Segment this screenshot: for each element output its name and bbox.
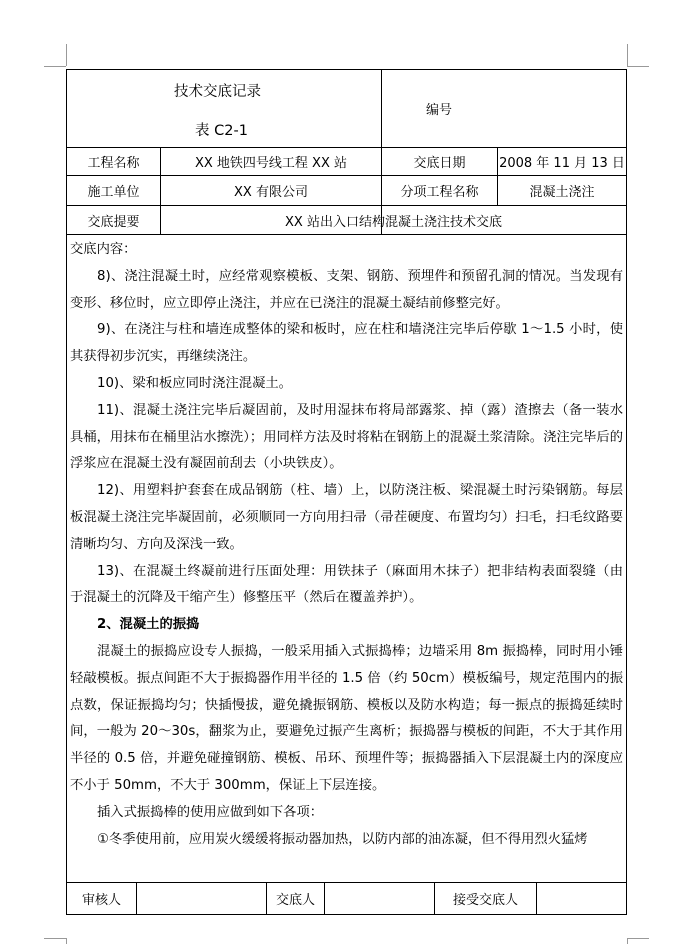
date-label: 交底日期 [413, 156, 466, 171]
row-divider [67, 234, 626, 235]
form-title: 技术交底记录 [174, 84, 261, 100]
summary-label: 交底提要 [87, 214, 140, 230]
receiver-signature [537, 883, 626, 914]
discloser-signature [325, 883, 434, 914]
project-name: XX 地铁四号线工程 XX 站 [194, 156, 348, 171]
item-11: 11)、混凝土浇注完毕后凝固前，及时用湿抹布将局部露浆、掉（露）渣擦去（备一装水具桶，用抹布在桶里沾水擦洗）；用同样方法及时将粘在钢筋上的混凝土浆清除。浇注完毕后的浮浆应在混凝土没有凝固前刮去（小块铁皮）。 [70, 402, 623, 472]
code-value [497, 70, 626, 147]
vibration-rule-1: ①冬季使用前，应用炭火缓缓将振动器加热，以防内部的油冻凝，但不得用烈火猛烤 [97, 831, 588, 847]
crop-mark [66, 938, 67, 944]
crop-mark [66, 44, 67, 66]
reviewer-label: 审核人 [81, 893, 121, 908]
summary-text: XX 站出入口结构混凝土浇注技术交底 [285, 214, 502, 230]
code-label: 编号 [425, 103, 452, 118]
item-8: 8)、浇注混凝土时，应经常观察模板、支架、钢筋、预埋件和预留孔洞的情况。当发现有变形、移位时，应立即停止浇注，并应在已浇注的混凝土凝结前修整完好。 [70, 268, 623, 311]
vibration-paragraph: 混凝土的振捣应设专人振捣，一般采用插入式振捣棒；边墙采用 8m 振捣棒，同时用小锤轻敲模板。振点间距不大于振捣器作用半径的 1.5 倍（约 50cm）模板编号，规定范围内的振点数，保证振捣均匀；快插慢拔，避免撬振钢筋、模板以及防水构造；每一振点的振捣延续时间，一般为 20～30s，翻浆为止，要避免过振产生离析；振捣器与模板的间距，不大于其作用半径的 0.5 倍，并避免碰撞钢筋、模板、吊环、预埋件等；振捣器插入下层混凝土内的深度应不小于 50mm，不大于 300mm，保证上下层连接。 [70, 643, 623, 793]
crop-mark [44, 938, 66, 939]
item-9: 9)、在浇注与柱和墙连成整体的梁和板时，应在柱和墙浇注完毕后停歇 1～1.5 小时，使其获得初步沉实，再继续浇注。 [70, 322, 623, 365]
item-13: 13)、在混凝土终凝前进行压面处理：用铁抹子（麻面用木抹子）把非结构表面裂缝（由于混凝土的沉降及干缩产生）修整压平（然后在覆盖养护）。 [70, 563, 623, 606]
disclosure-content [67, 237, 626, 853]
item-10: 10)、梁和板应同时浇注混凝土。 [97, 375, 292, 391]
vibration-rules-intro: 插入式振捣棒的使用应做到如下各项： [97, 804, 324, 820]
disclosure-record-table [66, 69, 627, 915]
project-name-label: 工程名称 [87, 156, 140, 171]
crop-mark [627, 938, 628, 944]
subproject-name: 混凝土浇注 [529, 185, 595, 200]
item-12: 12)、用塑料护套套在成品钢筋（柱、墙）上，以防浇注板、梁混凝土时污染钢筋。每层板混凝土浇注完毕凝固前，必须顺同一方向用扫帚（帚茬硬度、布置均匀）扫毛，扫毛纹路要清晰均匀、方向及深浅一致。 [70, 483, 623, 552]
construction-unit: XX 有限公司 [234, 185, 308, 200]
form-number: 表 C2-1 [195, 123, 248, 139]
receiver-label: 接受交底人 [452, 893, 518, 908]
subproject-label: 分项工程名称 [400, 185, 479, 200]
crop-mark [44, 66, 66, 67]
content-heading: 交底内容： [70, 242, 137, 257]
crop-mark [627, 938, 649, 939]
reviewer-signature [137, 883, 266, 914]
discloser-label: 交底人 [275, 893, 315, 908]
disclosure-date: 2008 年 11 月 13 日 [499, 156, 625, 171]
section-heading: 2、混凝土的振捣 [97, 617, 200, 633]
crop-mark [627, 44, 628, 66]
unit-label: 施工单位 [87, 185, 140, 200]
crop-mark [627, 66, 649, 67]
